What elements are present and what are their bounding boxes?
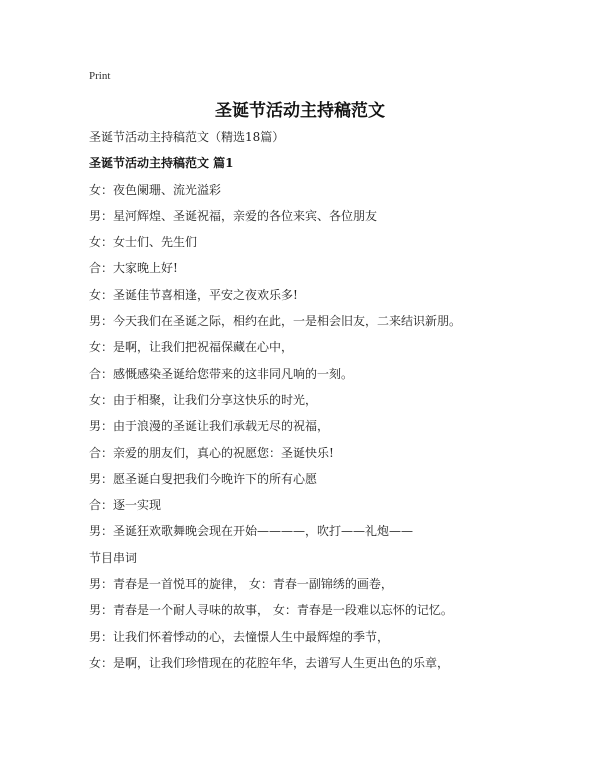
body-line: 男：今天我们在圣诞之际，相约在此，一是相会旧友，二来结识新朋。 <box>89 314 462 329</box>
body-line: 男：星河辉煌、圣诞祝福，亲爱的各位来宾、各位朋友 <box>89 208 378 223</box>
body-line: 女：女士们、先生们 <box>89 235 198 250</box>
body-line: 男：青春是一首悦耳的旋律， 女：青春一副锦绣的画卷， <box>89 577 393 592</box>
body-line: 男：圣诞狂欢歌舞晚会现在开始————，吹打——礼炮—— <box>89 524 414 539</box>
body-line: 合：大家晚上好! <box>89 261 178 276</box>
body-line: 合：亲爱的朋友们，真心的祝愿您：圣诞快乐! <box>89 445 334 460</box>
document-body <box>89 131 569 683</box>
body-line: 女：圣诞佳节喜相逢，平安之夜欢乐多! <box>89 287 298 302</box>
body-line: 男：愿圣诞白叟把我们今晚许下的所有心愿 <box>89 471 318 486</box>
section-heading: 圣诞节活动主持稿范文 篇1 <box>89 156 234 171</box>
body-line: 女：是啊，让我们把祝福保藏在心中， <box>89 340 294 355</box>
document-title: 圣诞节活动主持稿范文 <box>215 101 385 121</box>
body-line: 节目串词 <box>89 550 138 565</box>
body-line: 男：青春是一个耐人寻味的故事， 女：青春是一段难以忘怀的记忆。 <box>89 603 453 618</box>
body-line: 合：感慨感染圣诞给您带来的这非同凡响的一刻。 <box>89 366 354 381</box>
body-line: 圣诞节活动主持稿范文（精选18篇） <box>89 130 285 144</box>
body-line: 女：由于相聚，让我们分享这快乐的时光， <box>89 392 318 407</box>
body-line: 男：让我们怀着悸动的心，去憧憬人生中最辉煌的季节， <box>89 629 390 644</box>
body-line: 女：是啊，让我们珍惜现在的花腔年华，去谱写人生更出色的乐章， <box>89 655 450 670</box>
print-label: Print <box>89 70 111 82</box>
body-line: 合：逐一实现 <box>89 498 162 513</box>
body-line: 男：由于浪漫的圣诞让我们承载无尽的祝福， <box>89 419 330 434</box>
body-line: 女：夜色阑珊、流光溢彩 <box>89 182 222 197</box>
